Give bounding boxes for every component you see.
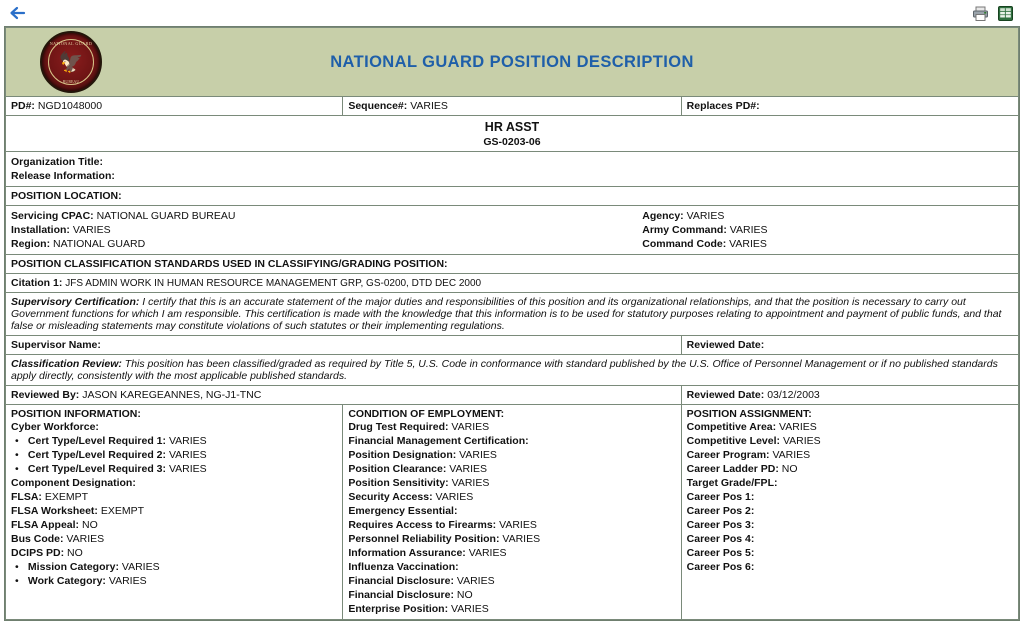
field-value: VARIES: [502, 533, 541, 545]
supervisory-certification-text: I certify that this is an accurate statement of the major duties and responsibilities of this position and its organizational relationships, and that the position is necessary to carry out Government functions for which I am responsible. This certification is made with the knowledge that this information is to be used for statutory purposes relating to appointment and payment of public funds, and that false or misleading statements may constitute violations of such statutes or their implementing regulations.: [11, 296, 1002, 332]
list-item: [687, 434, 1013, 448]
command-code-label: Command Code:: [642, 238, 727, 250]
servicing-cpac-line: [11, 209, 642, 223]
field-value: EXEMPT: [44, 491, 89, 503]
field-label: Mission Category:: [27, 561, 119, 573]
sequence-number-value: VARIES: [410, 100, 448, 112]
classification-review-cell: [6, 355, 1019, 386]
field-label: Career Pos 1:: [686, 491, 755, 503]
list-item: [687, 462, 1013, 476]
field-value: NO: [81, 519, 98, 531]
supervisor-reviewed-date-cell: [681, 336, 1018, 355]
classification-reviewed-date-cell: [681, 386, 1018, 405]
list-item: [687, 476, 1013, 490]
field-label: Security Access:: [348, 491, 433, 503]
export-excel-icon[interactable]: [997, 5, 1014, 22]
document-header-row: [6, 28, 1019, 97]
condition-of-employment-column: [343, 405, 681, 620]
field-label: Competitive Area:: [686, 421, 777, 433]
seal-top-text: NATIONAL GUARD: [49, 41, 93, 46]
list-item: [348, 476, 675, 490]
list-item: [348, 448, 675, 462]
document-header-cell: [6, 28, 1019, 97]
position-description-document: [4, 26, 1020, 621]
field-label: Personnel Reliability Position:: [348, 533, 500, 545]
agency-value: VARIES: [686, 210, 725, 222]
field-label: Career Pos 2:: [686, 505, 755, 517]
list-item: [687, 518, 1013, 532]
top-toolbar: [0, 0, 1024, 26]
field-value: VARIES: [66, 533, 105, 545]
field-value: VARIES: [168, 435, 207, 447]
classification-review-row: [6, 355, 1019, 386]
servicing-cpac-label: Servicing CPAC:: [11, 210, 94, 222]
standards-heading: POSITION CLASSIFICATION STANDARDS USED IN CLASSIFYING/GRADING POSITION:: [11, 258, 448, 270]
position-location-body-row: [6, 206, 1019, 255]
list-item: [348, 588, 675, 602]
field-value: VARIES: [451, 603, 489, 615]
classification-signature-row: [6, 386, 1019, 405]
location-right-column: [642, 209, 1013, 251]
field-value: VARIES: [772, 449, 811, 461]
supervisor-name-cell: [6, 336, 682, 355]
citation-value: JFS ADMIN WORK IN HUMAN RESOURCE MANAGEMENT GRP, GS-0200, DTD DEC 2000: [65, 278, 482, 289]
reviewed-by-cell: [6, 386, 682, 405]
position-assignment-column: [681, 405, 1018, 620]
list-item: [11, 462, 337, 476]
classification-review-label: Classification Review:: [11, 358, 122, 370]
field-value: NO: [67, 547, 83, 559]
standards-heading-cell: [6, 255, 1019, 274]
field-label: Competitive Level:: [686, 435, 781, 447]
pd-number-cell: [6, 97, 343, 116]
list-item: [11, 546, 337, 560]
field-label: Position Designation:: [348, 449, 457, 461]
command-code-line: [642, 237, 1013, 251]
list-item: [348, 574, 675, 588]
field-label: Cert Type/Level Required 3:: [27, 463, 167, 475]
installation-value: VARIES: [72, 224, 111, 236]
region-value: NATIONAL GUARD: [53, 238, 146, 250]
classification-review-text: This position has been classified/graded as required by Title 5, U.S. Code in conformance with standard published by the U.S. Office of Personnel Management or if no published standards apply directly, consistently with the most applicable published standards.: [11, 358, 998, 382]
field-label: Cyber Workforce:: [11, 421, 99, 433]
field-value: VARIES: [449, 463, 488, 475]
field-value: VARIES: [456, 575, 495, 587]
list-item: [348, 420, 675, 434]
field-label: Cert Type/Level Required 2:: [27, 449, 167, 461]
printer-icon[interactable]: [972, 5, 989, 22]
field-label: Work Category:: [27, 575, 106, 587]
list-item: [348, 434, 675, 448]
supervisory-certification-row: [6, 293, 1019, 336]
location-left-column: [11, 209, 642, 251]
list-item: [11, 448, 337, 462]
field-label: Bus Code:: [11, 533, 64, 545]
region-label: Region:: [11, 238, 51, 250]
list-item: [687, 546, 1013, 560]
installation-line: [11, 223, 642, 237]
field-label: DCIPS PD:: [11, 547, 65, 559]
supervisor-reviewed-date-label: Reviewed Date:: [686, 339, 765, 351]
field-label: Component Designation:: [11, 477, 136, 489]
position-title-row: [6, 116, 1019, 152]
list-item: [11, 560, 337, 574]
list-item: [348, 490, 675, 504]
list-item: [348, 462, 675, 476]
army-command-value: VARIES: [729, 224, 768, 236]
list-item: [348, 546, 675, 560]
field-value: NO: [456, 589, 473, 601]
field-label: Information Assurance:: [348, 547, 466, 559]
details-columns-row: [6, 405, 1019, 620]
field-label: Cert Type/Level Required 1:: [27, 435, 167, 447]
citation-cell: [6, 274, 1019, 293]
installation-label: Installation:: [11, 224, 70, 236]
supervisory-certification-cell: [6, 293, 1019, 336]
document-table: [5, 27, 1019, 620]
field-label: FLSA Worksheet:: [11, 505, 98, 517]
position-information-column: [6, 405, 343, 620]
position-location-heading-row: [6, 187, 1019, 206]
toolbar-left-group: [8, 4, 26, 22]
seal-bottom-text: BUREAU: [62, 79, 80, 84]
list-item: [11, 504, 337, 518]
field-label: Drug Test Required:: [348, 421, 449, 433]
release-information-line: [11, 169, 1013, 183]
field-label: Position Sensitivity:: [348, 477, 449, 489]
organization-title-label: Organization Title:: [11, 156, 103, 168]
field-value: VARIES: [468, 547, 507, 559]
list-item: [11, 574, 337, 588]
field-label: Target Grade/FPL:: [686, 477, 778, 489]
sequence-number-label: Sequence#:: [348, 100, 408, 112]
pd-number-value: NGD1048000: [37, 100, 103, 112]
back-arrow-icon[interactable]: [8, 4, 26, 22]
field-label: Requires Access to Firearms:: [348, 519, 497, 531]
position-series-grade: GS-0203-06: [483, 136, 541, 148]
field-value: VARIES: [108, 575, 147, 587]
position-title: HR ASST: [484, 120, 540, 134]
replaces-pd-label: Replaces PD#:: [686, 100, 760, 112]
sequence-number-cell: [343, 97, 681, 116]
supervisor-signature-row: [6, 336, 1019, 355]
citation-row: [6, 274, 1019, 293]
list-item: [687, 560, 1013, 574]
field-label: Career Ladder PD:: [686, 463, 779, 475]
reviewed-by-label: Reviewed By:: [11, 389, 80, 401]
field-label: Influenza Vaccination:: [348, 561, 459, 573]
classification-reviewed-date-label: Reviewed Date:: [686, 389, 765, 401]
field-label: Enterprise Position:: [348, 603, 449, 615]
list-item: [687, 420, 1013, 434]
national-guard-seal-icon: NATIONAL GUARD 🦅 BUREAU: [40, 31, 102, 93]
seal-container: [11, 31, 131, 93]
army-command-line: [642, 223, 1013, 237]
toolbar-right-group: [972, 5, 1014, 22]
list-item: [11, 476, 337, 490]
citation-label: Citation 1:: [11, 277, 63, 289]
field-value: VARIES: [459, 449, 497, 461]
field-value: VARIES: [168, 449, 207, 461]
list-item: [687, 532, 1013, 546]
field-label: Career Program:: [686, 449, 770, 461]
field-value: VARIES: [782, 435, 821, 447]
list-item: [11, 518, 337, 532]
region-line: [11, 237, 642, 251]
reviewed-by-value: JASON KAREGEANNES, NG-J1-TNC: [82, 389, 262, 401]
list-item: [11, 420, 337, 434]
list-item: [11, 490, 337, 504]
list-item: [348, 504, 675, 518]
field-label: Career Pos 4:: [686, 533, 755, 545]
list-item: [348, 532, 675, 546]
condition-of-employment-heading: CONDITION OF EMPLOYMENT:: [348, 408, 505, 420]
field-value: VARIES: [499, 519, 537, 531]
position-information-heading: POSITION INFORMATION:: [11, 408, 141, 420]
classification-reviewed-date-value: 03/12/2003: [767, 389, 820, 401]
organization-row: [6, 152, 1019, 187]
supervisor-name-label: Supervisor Name:: [11, 339, 101, 351]
field-label: Financial Management Certification:: [348, 435, 529, 447]
page-title: NATIONAL GUARD POSITION DESCRIPTION: [330, 52, 694, 71]
field-label: Position Clearance:: [348, 463, 447, 475]
field-value: VARIES: [168, 463, 207, 475]
list-item: [687, 504, 1013, 518]
list-item: [687, 448, 1013, 462]
field-value: VARIES: [435, 491, 474, 503]
position-title-cell: [6, 116, 1019, 152]
list-item: [348, 602, 675, 616]
list-item: [11, 532, 337, 546]
field-value: VARIES: [121, 561, 160, 573]
field-label: Emergency Essential:: [348, 505, 458, 517]
replaces-pd-cell: [681, 97, 1018, 116]
field-label: Financial Disclosure:: [348, 575, 454, 587]
field-label: Career Pos 3:: [686, 519, 755, 531]
field-label: Career Pos 6:: [686, 561, 755, 573]
field-value: VARIES: [779, 421, 817, 433]
list-item: [348, 518, 675, 532]
army-command-label: Army Command:: [642, 224, 727, 236]
field-label: FLSA:: [11, 491, 42, 503]
position-location-heading: POSITION LOCATION:: [11, 190, 122, 202]
position-assignment-heading: POSITION ASSIGNMENT:: [686, 408, 812, 420]
field-label: Career Pos 5:: [686, 547, 755, 559]
field-value: VARIES: [451, 421, 490, 433]
organization-title-line: [11, 155, 1013, 169]
list-item: [348, 560, 675, 574]
release-information-label: Release Information:: [11, 170, 115, 182]
agency-line: [642, 209, 1013, 223]
command-code-value: VARIES: [729, 238, 767, 250]
field-value: NO: [781, 463, 798, 475]
field-value: VARIES: [451, 477, 490, 489]
list-item: [687, 490, 1013, 504]
position-location-heading-cell: [6, 187, 1019, 206]
list-item: [11, 434, 337, 448]
servicing-cpac-value: NATIONAL GUARD BUREAU: [96, 210, 236, 222]
pd-number-label: PD#:: [11, 100, 35, 112]
field-label: Financial Disclosure:: [348, 589, 454, 601]
identifier-row: [6, 97, 1019, 116]
organization-cell: [6, 152, 1019, 187]
supervisory-certification-label: Supervisory Certification:: [11, 296, 140, 308]
agency-label: Agency:: [642, 210, 684, 222]
field-label: FLSA Appeal:: [11, 519, 80, 531]
standards-heading-row: [6, 255, 1019, 274]
position-location-body-cell: [6, 206, 1019, 255]
field-value: EXEMPT: [100, 505, 145, 517]
